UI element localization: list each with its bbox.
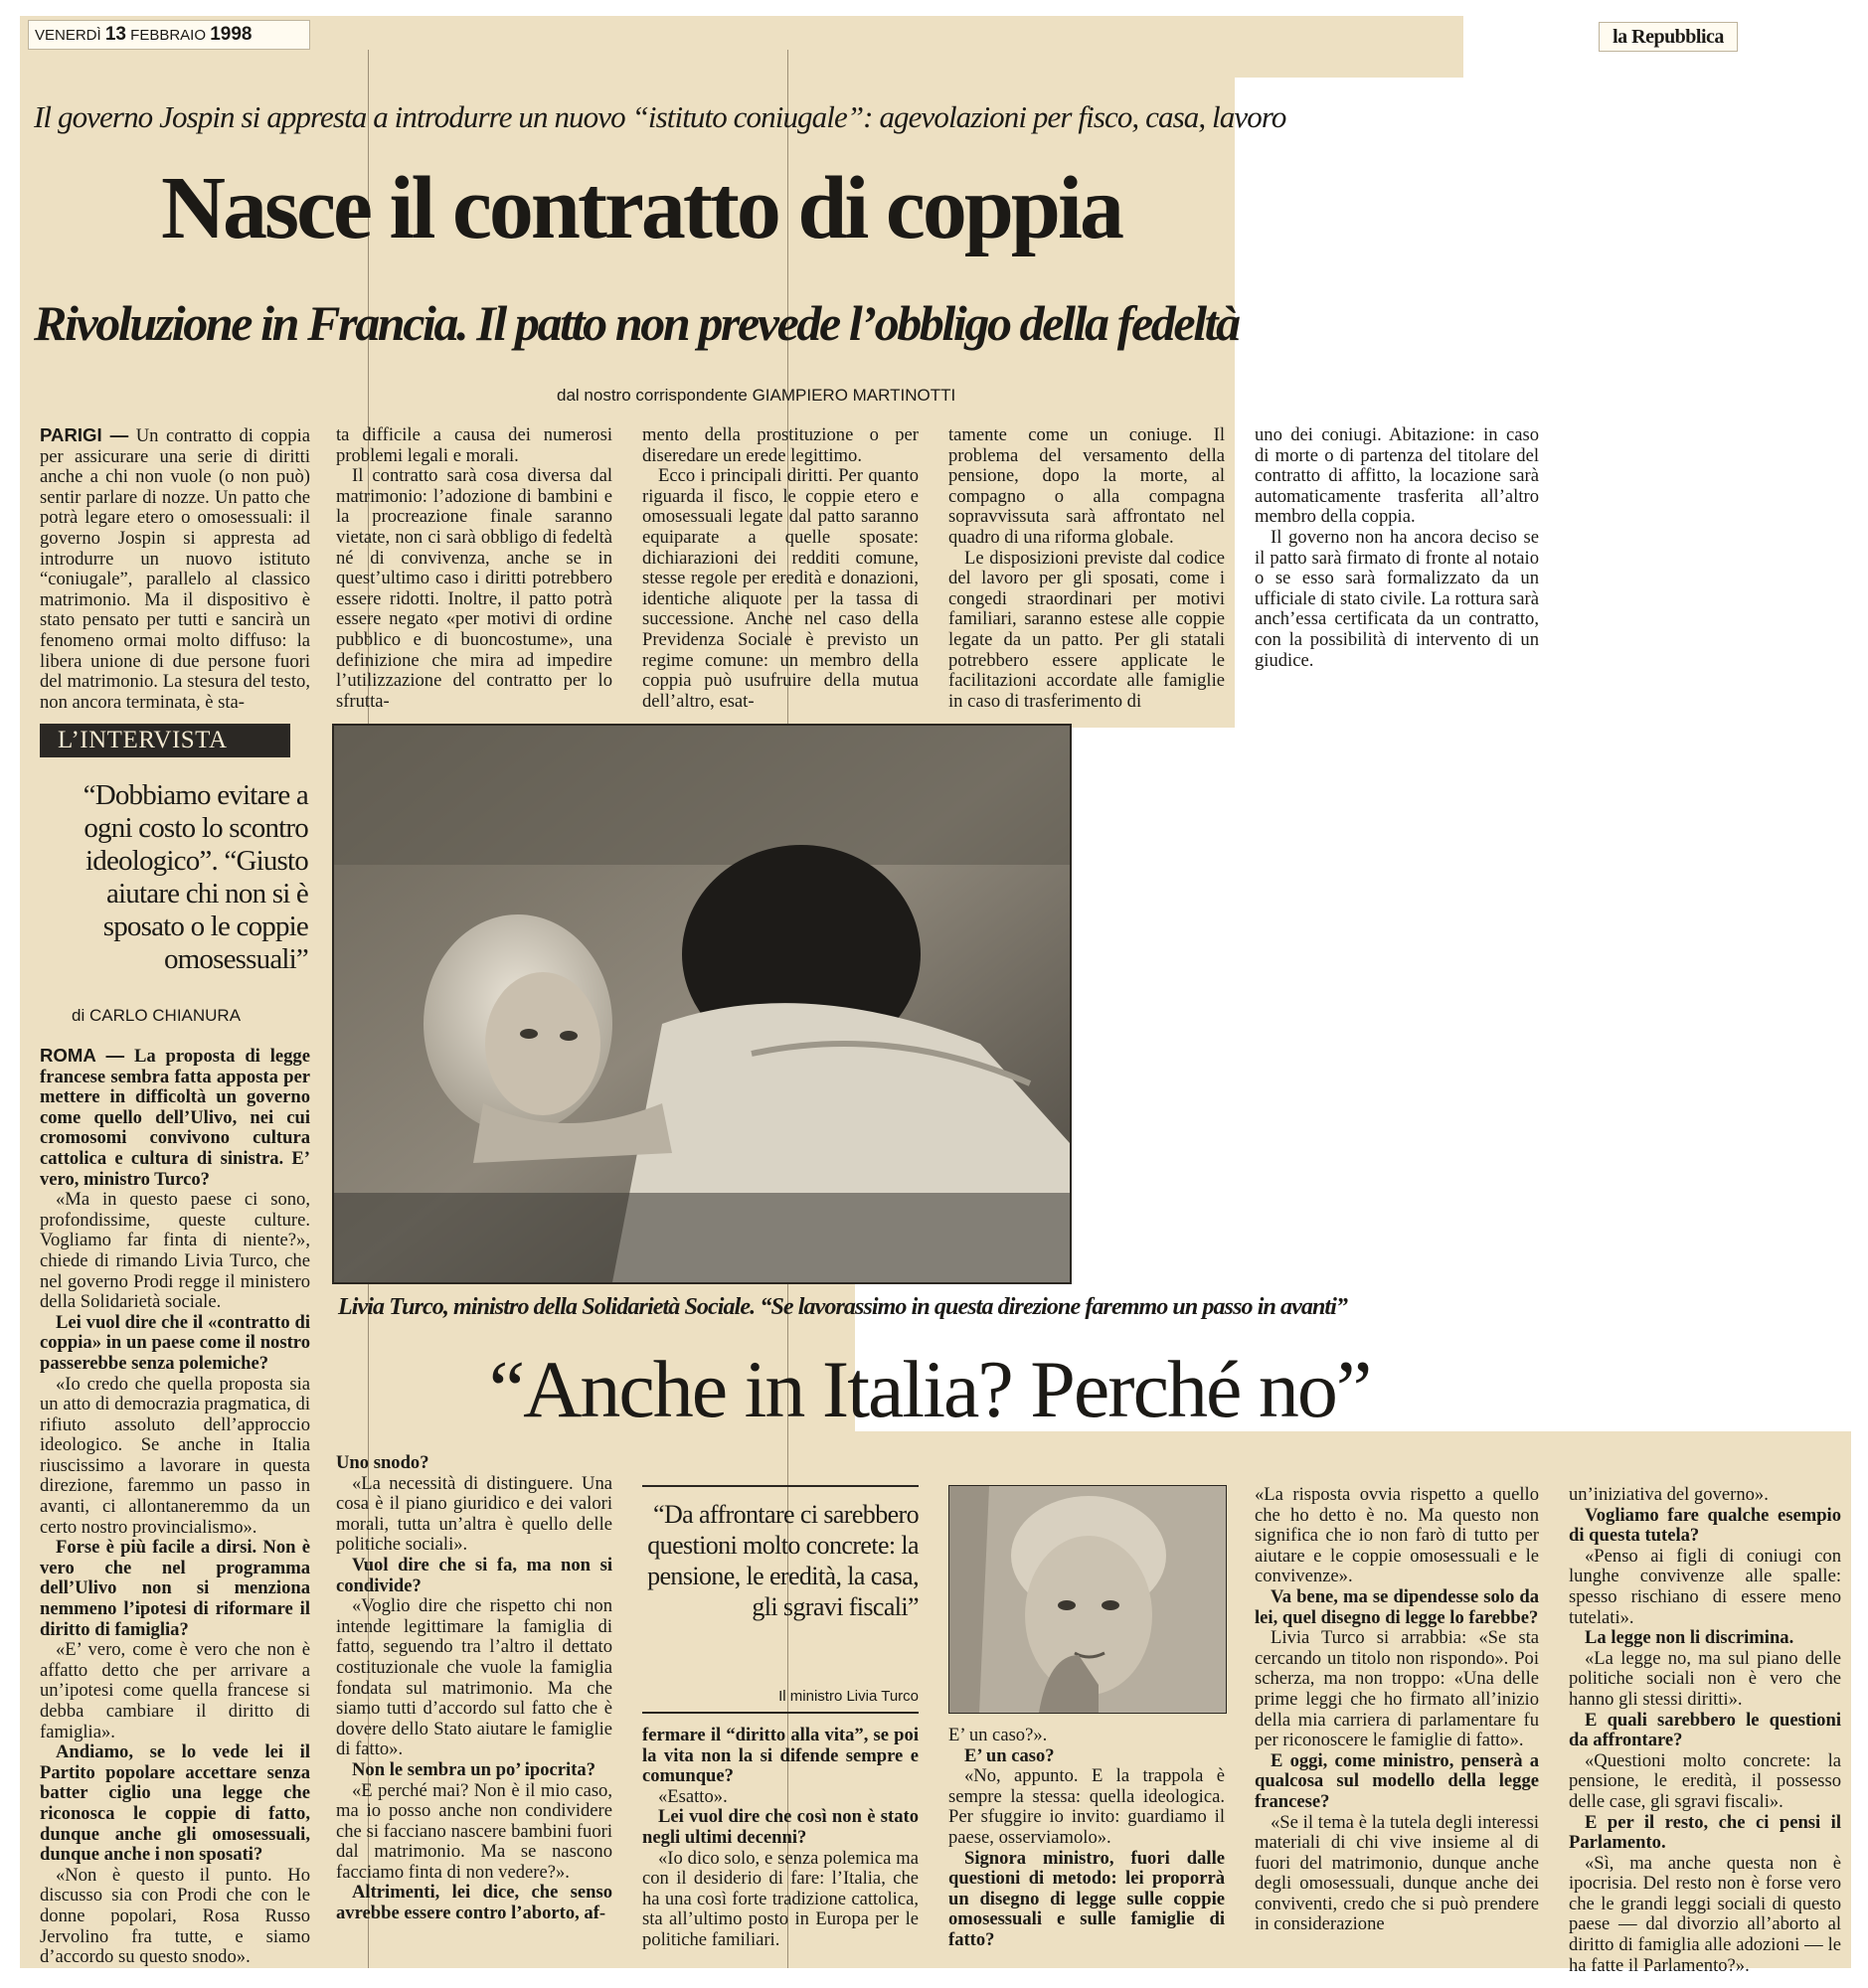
article-column-2	[336, 425, 612, 712]
section-label: L’INTERVISTA	[40, 724, 290, 757]
paragraph: Le disposizioni previste dal codice del lavoro per gli sposati, come i congedi straordinari per motivi familiari, saranno estese alle coppie legate da un patto. Per gli statali potrebbero essere applicate le facilitazioni accordate alle famiglie in caso di trasferimento di	[948, 547, 1225, 712]
question: Non le sembra un po’ ipocrita?	[352, 1758, 595, 1780]
answer: E’ un caso?».	[948, 1725, 1048, 1745]
byline-name: CARLO CHIANURA	[88, 1006, 242, 1025]
byline-prefix: dal nostro corrispondente	[557, 386, 748, 405]
interview-column-2	[336, 1453, 612, 1924]
byline-name: GIAMPIERO MARTINOTTI	[752, 386, 956, 405]
article-column-1	[40, 425, 310, 713]
paragraph: Il governo non ha ancora deciso se il patto sarà firmato di fronte al notaio o se esso sarà formalizzato da un ufficiale di stato civile. La rottura sarà anch’essa certificata da un contratto, con la possibilità di intervento di un giudice.	[1255, 526, 1539, 671]
answer: «Non è questo il punto. Ho discusso sia con Prodi che con le donne popolari, Rosa Russo Jervolino fra tutte, e siamo d’accordo su questo snodo».	[40, 1864, 310, 1968]
portrait-image	[949, 1486, 1226, 1713]
question: Vogliamo fare qualche esempio di questa tutela?	[1569, 1504, 1841, 1547]
interview-column-1	[40, 1046, 310, 1968]
question: La legge non li discrimina.	[1585, 1627, 1794, 1649]
answer: «Questioni molto concrete: la pensione, le eredità, il possesso delle case, gli sgravi fiscali».	[1569, 1749, 1841, 1812]
question: E’ un caso?	[964, 1744, 1055, 1766]
interview-byline	[72, 1006, 241, 1026]
question: Uno snodo?	[336, 1452, 429, 1473]
interview-column-6	[1569, 1485, 1841, 1976]
question: fermare il “diritto alla vita”, se poi la vita non la si difende sempre e comunque?	[642, 1725, 919, 1787]
main-photo	[332, 724, 1072, 1284]
paragraph: Un contratto di coppia per assicurare una serie di diritti anche a chi non vuole (o non può) sentir parlare di nozze. Un patto che potrà legare etero o omosessuali: il governo Jospin si appresta ad introdurre un nuovo istituto “coniugale”, parallelo al classico matrimonio. Ma il dispositivo è stato pensato per tutti e sancirà un fenomeno ormai molto diffuso: la libera unione di due persone fuori del matrimonio. La stesura del testo, non ancora terminata, è sta-	[40, 425, 311, 713]
answer: Livia Turco si arrabbia: «Se sta cercando un titolo non rispondo». Poi scherza, ma non troppo: «Una delle prime leggi che ho firmato all’inizio della mia carriera di parlamentare fu per riconoscere le famiglie di fatto».	[1255, 1627, 1539, 1751]
photo-caption: Livia Turco, ministro della Solidarietà Sociale. “Se lavorassimo in questa direzione faremmo un passo in avanti”	[338, 1294, 1348, 1320]
headline: Nasce il contratto di coppia	[161, 159, 1121, 257]
answer: «Voglio dire che rispetto chi non intende legittimare la famiglia di fatto, seguendo tra l’altro il dettato costituzionale che vuole la famiglia fondata sul matrimonio. Ma che siamo tutti d’accordo sul fatto che è dovere dello Stato aiutare le famiglie di fatto».	[336, 1595, 612, 1760]
question: Signora ministro, fuori dalle questioni di metodo: lei proporrà un disegno di legge sulle coppie omosessuali e sulle famiglie di fatto?	[948, 1847, 1225, 1950]
question: Andiamo, se lo vede lei il Partito popolare accettare senza batter ciglio una legge che riconosca le coppie di fatto, dunque anche gli omosessuali, dunque anche i non sposati?	[40, 1741, 310, 1866]
kicker: Il governo Jospin si appresta a introdurre un nuovo “istituto coniugale”: agevolazioni per fisco, casa, lavoro	[34, 99, 1286, 134]
question: Va bene, ma se dipendesse solo da lei, quel disegno di legge lo farebbe?	[1255, 1585, 1539, 1628]
question: Vuol dire che si fa, ma non si condivide?	[336, 1554, 612, 1596]
answer: «No, appunto. E la trappola è sempre la stessa: quella ideologica. Per sfuggire io invito: guardiamo il paese, osserviamolo».	[948, 1765, 1225, 1848]
pull-quote: “Dobbiamo evitare a ogni costo lo scontro ideologico”. “Giusto aiutare chi non si è sposato o le coppie omosessuali”	[83, 779, 308, 975]
article-column-5	[1255, 425, 1539, 671]
answer: «E perché mai? Non è il mio caso, ma io posso anche non condividere che si facciano nascere bambini fuori dal matrimonio. Ma se nascono facciamo finta di non vedere?».	[336, 1779, 612, 1883]
date-month: FEBBRAIO	[130, 27, 207, 44]
paragraph: Il contratto sarà cosa diversa dal matrimonio: l’adozione di bambini e la procreazione finale saranno vietate, non ci sarà obbligo di fedeltà né di convivenza, anche se in quest’ultimo caso i diritti potrebbero essere ridotti. Inoltre, il patto potrà essere negato «per motivi di ordine pubblico e di buoncostume», una definizione che mira ad impedire l’utilizzazione del contratto per lo sfrutta-	[336, 465, 612, 712]
interview-column-5	[1255, 1485, 1539, 1935]
answer: un’iniziativa del governo».	[1569, 1484, 1769, 1505]
date-line	[28, 20, 310, 50]
answer: «La legge no, ma sul piano delle politiche sociali non è vero che hanno gli stessi diritti».	[1569, 1647, 1841, 1710]
answer: «Penso ai figli di coniugi con lunghe convivenze alle spalle: spesso rischiano di essere meno tutelati».	[1569, 1545, 1841, 1628]
photo-couple-image	[334, 726, 1070, 1282]
answer: «Sì, ma anche questa non è ipocrisia. Del resto non è forse vero che le grandi leggi sociali di questo paese — dal divorzio all’aborto al diritto di famiglia alle adozioni — le ha fatte il Parlamento?».	[1569, 1852, 1841, 1976]
interview-column-3	[642, 1726, 919, 1951]
answer: «Io credo che quella proposta sia un atto di democrazia pragmatica, di rifiuto assoluto dell’approccio ideologico. Se anche in Italia riuscissimo a lavorare in questa direzione, faremmo un passo in avanti, ci allontaneremmo da un certo nostro provincialismo».	[40, 1373, 310, 1538]
question: Forse è più facile a dirsi. Non è vero che nel programma dell’Ulivo non si menziona nemmeno l’ipotesi di riformare il diritto di famiglia?	[40, 1537, 310, 1640]
paragraph: mento della prostituzione o per diseredare un erede legittimo.	[642, 424, 919, 466]
article-column-3	[642, 425, 919, 712]
answer: «La risposta ovvia rispetto a quello che ho detto è no. Ma questo non significa che io non farò di tutto per aiutare e le coppie omosessuali e le convivenze».	[1255, 1484, 1539, 1587]
answer: «Ma in questo paese ci sono, profondissime, queste culture. Vogliamo far finta di niente?», chiede di rimando Livia Turco, che nel governo Prodi regge il ministero della Solidarietà sociale.	[40, 1189, 310, 1313]
question: Lei vuol dire che così non è stato negli ultimi decenni?	[642, 1806, 919, 1848]
article-column-4	[948, 425, 1225, 712]
interview-column-4	[948, 1726, 1225, 1951]
answer: «E’ vero, come è vero che non è affatto detto che per arrivare a un’ipotesi come quella francese si debba cambiare il diritto di famiglia».	[40, 1639, 310, 1742]
interview-headline: “Anche in Italia? Perché no”	[488, 1344, 1371, 1434]
answer: «Esatto».	[658, 1785, 728, 1807]
paragraph: tamente come un coniuge. Il problema del versamento della pensione, dopo la morte, al compagno o alla compagna sopravvissuta sarà affrontato nel quadro di una riforma globale.	[948, 424, 1225, 548]
byline	[557, 386, 955, 406]
box-quote-caption: Il ministro Livia Turco	[778, 1688, 919, 1705]
dateline: ROMA —	[40, 1045, 125, 1066]
question: Lei vuol dire che il «contratto di coppia» in un paese come il nostro passerebbe senza polemiche?	[40, 1311, 310, 1374]
subheadline: Rivoluzione in Francia. Il patto non prevede l’obbligo della fedeltà	[34, 295, 1239, 351]
paragraph: Ecco i principali diritti. Per quanto riguarda il fisco, le coppie etero e omosessuali legate dal patto saranno equiparate a quelle sposate: dichiarazioni dei redditi comune, stesse regole per eredità e donazioni, identiche aliquote per la tassa di successione. Anche nel caso della Previdenza Sociale è previsto un regime comune: un membro della coppia può usufruire della mutua dell’altro, esat-	[642, 465, 919, 712]
question: La proposta di legge francese sembra fatta apposta per mettere in difficoltà un governo come quello dell’Ulivo, nei cui cromosomi convivono cultura cattolica e cultura di sinistra. E’ vero, ministro Turco?	[40, 1046, 310, 1190]
paragraph: ta difficile a causa dei numerosi problemi legali e morali.	[336, 424, 612, 466]
masthead: la Repubblica	[1599, 22, 1738, 52]
answer: «Se il tema è la tutela degli interessi materiali di chi vive insieme al di fuori del matrimonio, dunque anche degli omosessuali, dunque anche dei conviventi, credo che si può prendere in considerazione	[1255, 1811, 1539, 1935]
portrait-photo	[948, 1485, 1227, 1714]
byline-prefix: di	[72, 1006, 85, 1025]
question: E oggi, come ministro, penserà a qualcosa sul modello della legge francese?	[1255, 1749, 1539, 1812]
paragraph: uno dei coniugi. Abitazione: in caso di morte o di partenza del titolare del contratto di affitto, la locazione sarà automaticamente trasferita all’altro membro della coppia.	[1255, 424, 1539, 528]
answer: «Io dico solo, e senza polemica ma con il desiderio di fare: l’Italia, che ha una così forte tradizione cattolica, sta all’ultimo posto in Europa per le politiche familiari.	[642, 1847, 919, 1950]
date-year: 1998	[210, 24, 253, 45]
dateline: PARIGI —	[40, 424, 129, 445]
quote-box-rule	[642, 1712, 919, 1714]
quote-box-rule	[642, 1485, 919, 1487]
date-day: 13	[104, 24, 126, 45]
question: Altrimenti, lei dice, che senso avrebbe essere contro l’aborto, af-	[336, 1882, 612, 1924]
answer: «La necessità di distinguere. Una cosa è il piano giuridico e dei valori morali, tutta un’altra è quello delle politiche sociali».	[336, 1472, 612, 1556]
question: E quali sarebbero le questioni da affrontare?	[1569, 1709, 1841, 1751]
box-quote: “Da affrontare ci sarebbero questioni molto concrete: la pensione, le eredità, la casa, gli sgravi fiscali”	[647, 1500, 919, 1621]
date-weekday: VENERDÌ	[35, 27, 101, 44]
question: E per il resto, che ci pensi il Parlamento.	[1569, 1811, 1841, 1854]
